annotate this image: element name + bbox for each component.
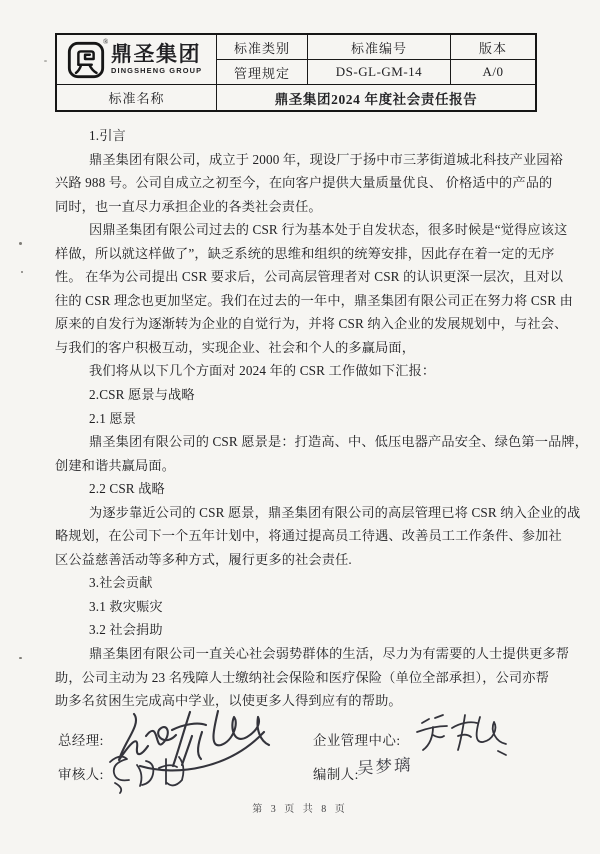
management-center-signature xyxy=(408,706,512,758)
body-line: 原来的自发行为逐渐转为企业的自觉行为，并将 CSR 纳入企业的发展规划中，与社会、 xyxy=(55,316,568,332)
body-line: 2.CSR 愿景与战略 xyxy=(89,387,195,403)
registered-trademark-icon: ® xyxy=(103,38,110,46)
body-line: 1.引言 xyxy=(89,128,126,143)
document-title: 鼎圣集团2024 年度社会责任报告 xyxy=(274,91,478,107)
standard-name-label: 标准名称 xyxy=(57,85,217,110)
standard-category-value: 管理规定 xyxy=(217,60,308,85)
body-line: 3.2 社会捐助 xyxy=(89,622,163,638)
general-manager-label: 总经理: xyxy=(58,733,104,748)
scan-speck xyxy=(19,657,22,659)
body-line: 2.1 愿景 xyxy=(89,410,137,426)
body-line: 鼎圣集团有限公司的 CSR 愿景是：打造高、中、低压电器产品安全、绿色第一品牌， xyxy=(89,434,589,450)
logo-chinese-name: 鼎圣集团 xyxy=(111,42,201,67)
author-label: 编制人: xyxy=(313,767,359,782)
body-line: 3.社会贡献 xyxy=(89,575,153,591)
body-line: 我们将从以下几个方面对 2024 年的 CSR 工作做如下汇报： xyxy=(89,363,436,379)
body-line: 3.1 救灾赈灾 xyxy=(89,598,163,614)
body-line: 略规划，在公司下一个五年计划中，将通过提高员工待遇、改善员工工作条件、参加社 xyxy=(55,528,562,544)
management-center-label: 企业管理中心: xyxy=(313,733,401,748)
version-value: A/0 xyxy=(451,60,535,85)
body-line: 助多名贫困生完成高中学业，以使更多人得到应有的帮助。 xyxy=(55,693,402,709)
version-header: 版本 xyxy=(451,35,535,60)
body-line: 区公益慈善活动等多种方式，履行更多的社会责任. xyxy=(55,551,352,567)
standard-category-header: 标准类别 xyxy=(217,35,308,60)
body-line: 样做，所以就这样做了”，缺乏系统的思维和组织的统筹安排，因此存在着一定的无序 xyxy=(55,245,555,261)
scan-speck xyxy=(44,60,47,62)
body-line: 同时，也一直尽力承担企业的各类社会责任。 xyxy=(55,198,322,214)
page-indicator: 第 3 页 共 8 页 xyxy=(252,804,348,815)
body-line: 助，公司主动为 23 名残障人士缴纳社会保险和医疗保险（单位全部承担），公司亦帮 xyxy=(55,669,549,685)
body-line: 鼎圣集团有限公司一直关心社会弱势群体的生活，尽力为有需要的人士提供更多帮 xyxy=(89,646,570,662)
body-line: 兴路 988 号。公司自成立之初至今，在向客户提供大量质量优良、 价格适中的产品的 xyxy=(55,175,553,191)
reviewer-signature xyxy=(102,748,202,796)
scan-speck xyxy=(19,242,22,245)
header-table xyxy=(55,33,537,112)
body-line: 为逐步靠近公司的 CSR 愿景，鼎圣集团有限公司的高层管理已将 CSR 纳入企业的战 xyxy=(89,504,581,520)
body-line: 因鼎圣集团有限公司过去的 CSR 行为基本处于自发状态，很多时候是“觉得应该这 xyxy=(89,222,568,238)
reviewer-label: 审核人: xyxy=(58,767,104,782)
body-line: 2.2 CSR 战略 xyxy=(89,481,165,497)
logo-english-name: DINGSHENG GROUP xyxy=(111,66,203,76)
body-line: 创建和谐共赢局面。 xyxy=(55,457,176,473)
author-signature: 吴梦璃 xyxy=(357,755,413,778)
body-line: 鼎圣集团有限公司，成立于 2000 年，现设厂于扬中市三茅街道城北科技产业园裕 xyxy=(89,151,564,167)
body-line: 往的 CSR 理念也更加坚定。我们在过去的一年中，鼎圣集团有限公司正在努力将 CSR 由 xyxy=(55,292,574,308)
standard-number-value: DS-GL-GM-14 xyxy=(308,60,451,85)
document-body xyxy=(55,124,589,713)
logo xyxy=(57,35,217,85)
standard-number-header: 标准编号 xyxy=(308,35,451,60)
body-line: 与我们的客户积极互动，实现企业、社会和个人的多赢局面， xyxy=(55,339,416,355)
dingsheng-seal-icon xyxy=(66,40,106,80)
body-line: 性。 在华为公司提出 CSR 要求后，公司高层管理者对 CSR 的认识更深一层次，且对以 xyxy=(55,269,564,285)
scan-speck xyxy=(21,271,23,273)
